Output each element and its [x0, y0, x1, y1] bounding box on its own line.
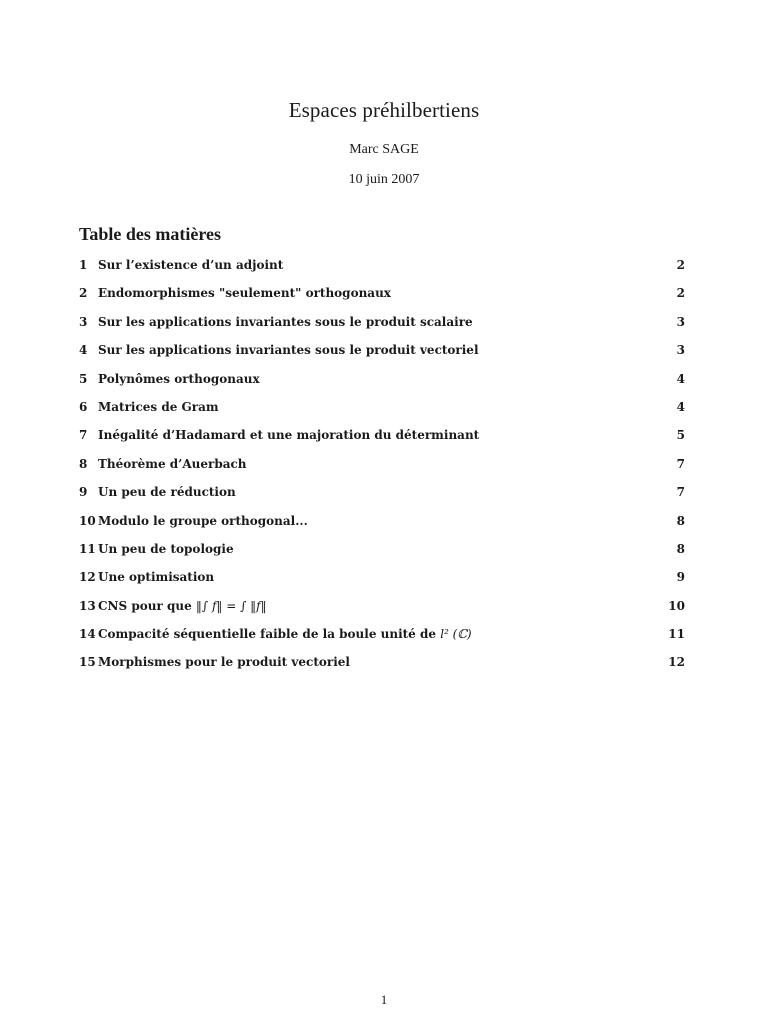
toc-entry-11[interactable]	[79, 540, 685, 568]
toc-entry-4[interactable]	[79, 341, 685, 369]
toc-entry-title: Sur l’existence d’un adjoint	[98, 258, 284, 272]
toc-entry-page: 9	[676, 570, 685, 585]
toc-entry-math-norm-integral: ‖∫ f‖ = ∫ ‖f‖	[195, 598, 267, 613]
toc-entry-number: 2	[79, 286, 88, 301]
toc-entry-title: Sur les applications invariantes sous le produit vectoriel	[98, 343, 479, 358]
toc-entry-title: Théorème d’Auerbach	[98, 456, 247, 471]
toc-entry-title: Compacité séquentielle faible de la boule unité de	[98, 627, 437, 642]
toc-entry-10[interactable]	[79, 512, 685, 540]
toc-heading: Table des matières	[79, 224, 221, 244]
toc-entry-15[interactable]	[79, 653, 685, 681]
toc-entry-title: Modulo le groupe orthogonal...	[98, 513, 308, 528]
toc-entry-title: Un peu de topologie	[98, 541, 234, 556]
toc-entry-3[interactable]	[79, 313, 685, 341]
toc-entry-title: CNS pour que	[98, 598, 192, 613]
toc-entry-page: 8	[676, 513, 685, 528]
toc-entry-page: 4	[676, 399, 685, 414]
toc-entry-number: 6	[79, 399, 88, 414]
toc-entry-number: 14	[79, 627, 96, 642]
toc-entry-number: 13	[79, 598, 96, 613]
toc-entry-title: Un peu de réduction	[98, 485, 236, 500]
document-date: 10 juin 2007	[348, 172, 420, 187]
toc-entry-number: 3	[79, 314, 88, 329]
toc-entry-title: Matrices de Gram	[98, 399, 219, 414]
toc-entry-page: 3	[676, 343, 685, 358]
toc-entry-page: 10	[668, 598, 685, 613]
toc-entry-title: Inégalité d’Hadamard et une majoration du déterminant	[98, 428, 480, 443]
toc-entry-number: 11	[79, 541, 96, 556]
toc-entry-page: 11	[668, 627, 685, 642]
toc-entry-number: 15	[79, 655, 96, 670]
toc-entry-number: 7	[79, 428, 88, 443]
toc-entry-title: Sur les applications invariantes sous le produit scalaire	[98, 314, 473, 329]
toc-entry-2[interactable]	[79, 284, 685, 312]
toc-entry-page: 4	[676, 371, 685, 386]
toc-entry-page: 12	[668, 655, 685, 670]
toc-entry-title: Une optimisation	[98, 570, 215, 585]
toc-entry-page: 3	[676, 314, 685, 329]
toc-entry-number: 12	[79, 570, 96, 585]
toc-entry-page: 2	[676, 286, 685, 301]
toc-entry-page: 5	[676, 428, 685, 443]
document-author: Marc SAGE	[349, 142, 419, 157]
toc-entry-number: 9	[79, 485, 88, 500]
toc-entry-8[interactable]	[79, 455, 685, 483]
toc-entry-1[interactable]	[79, 256, 685, 284]
toc-entry-title: Polynômes orthogonaux	[98, 371, 260, 386]
toc-entry-number: 8	[79, 456, 88, 471]
toc-entry-13[interactable]	[79, 597, 685, 625]
toc-entry-9[interactable]	[79, 483, 685, 511]
toc-entry-12[interactable]	[79, 568, 685, 596]
toc-entry-number: 1	[79, 258, 88, 272]
toc-entry-title: Morphismes pour le produit vectoriel	[98, 655, 350, 670]
toc-entry-page: 2	[676, 258, 685, 272]
document-title: Espaces préhilbertiens	[288, 98, 480, 122]
toc-entry-7[interactable]	[79, 426, 685, 454]
toc-entry-title: Endomorphismes "seulement" orthogonaux	[98, 286, 391, 301]
toc-entry-number: 4	[79, 343, 88, 358]
table-of-contents	[79, 256, 685, 682]
toc-entry-6[interactable]	[79, 398, 685, 426]
toc-entry-page: 7	[676, 456, 685, 471]
toc-entry-number: 10	[79, 513, 96, 528]
toc-entry-page: 8	[676, 541, 685, 556]
page-number: 1	[380, 992, 388, 1007]
toc-entry-14[interactable]	[79, 625, 685, 653]
toc-entry-number: 5	[79, 371, 88, 386]
toc-entry-page: 7	[676, 485, 685, 500]
toc-entry-math-l2-space: l² (ℂ)	[440, 627, 472, 642]
toc-entry-5[interactable]	[79, 370, 685, 398]
